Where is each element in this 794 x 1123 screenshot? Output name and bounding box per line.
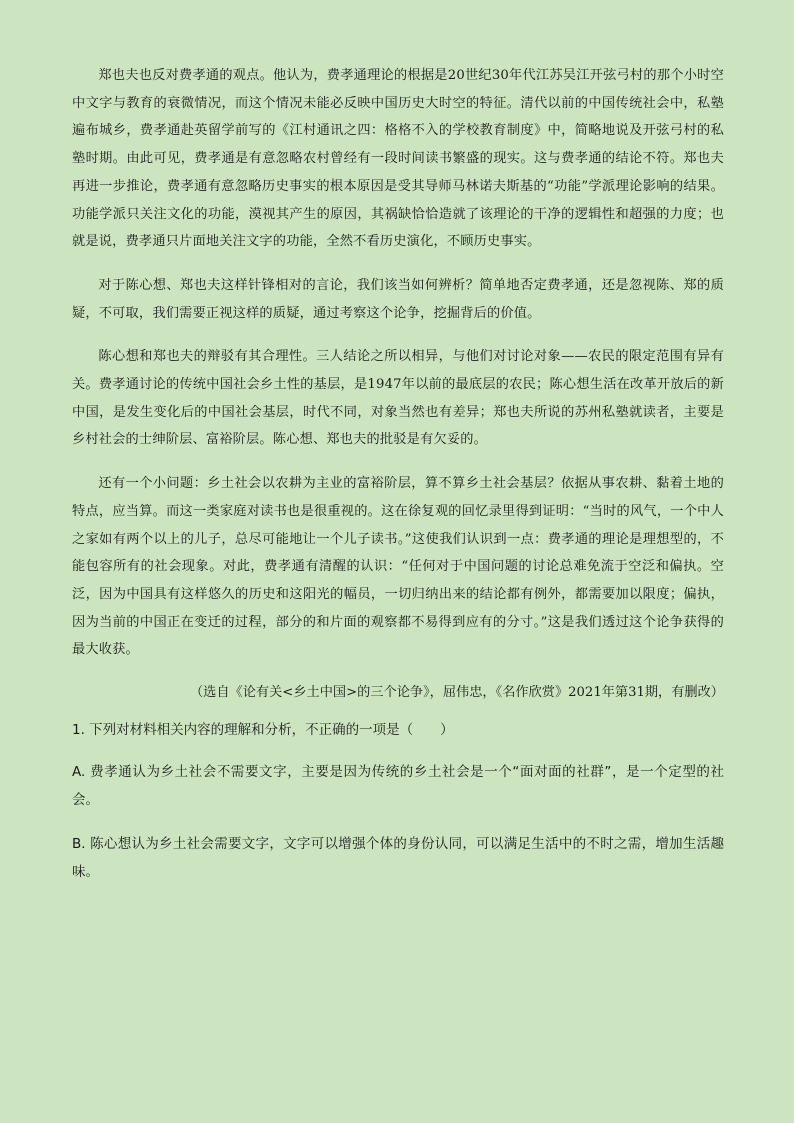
question-stem: 1. 下列对材料相关内容的理解和分析，不正确的一项是（ ） [72,722,454,739]
question-option-b: B. 陈心想认为乡土社会需要文字，文字可以增强个体的身份认同，可以满足生活中的不时之需，增加生活趣味。 [72,836,724,881]
article-paragraph-1: 郑也夫也反对费孝通的观点。他认为，费孝通理论的根据是20世纪30年代江苏吴江开弦弓村的那个小时空中文字与教育的衰微情况，而这个情况未能必反映中国历史大时空的特征。清代以前的中国传统社会中，私塾遍布城乡，费孝通赴英留学前写的《江村通讯之四：格格不入的学校教育制度》中，简略地说及开弦弓村的私塾时期。由此可见，费孝通是有意忽略农村曾经有一段时间读书繁盛的现实。这与费孝通的结论不符。郑也夫再进一步推论，费孝通有意忽略历史事实的根本原因是受其导师马林诺夫斯基的“功能”学派理论影响的结果。功能学派只关注文化的功能，漠视其产生的原因，其祸缺恰恰造就了该理论的干净的逻辑性和超强的力度；也就是说，费孝通只片面地关注文字的功能，全然不看历史演化，不顾历史事实。 [72,68,724,250]
article-source-citation: （选自《论有关<乡土中国>的三个论争》，屈伟忠，《名作欣赏》2021年第31期，有删改） [190,685,724,701]
article-paragraph-3: 陈心想和郑也夫的辩驳有其合理性。三人结论之所以相异，与他们对讨论对象——农民的限定范围有异有关。费孝通讨论的传统中国社会乡土性的基层，是1947年以前的最底层的农民；陈心想生活在改革开放后的新中国，是发生变化后的中国社会基层，时代不同，对象当然也有差异；郑也夫所说的苏州私塾就读者，主要是乡村社会的士绅阶层、富裕阶层。陈心想、郑也夫的批驳是有欠妥的。 [72,349,724,448]
question-option-a: A. 费孝通认为乡土社会不需要文字，主要是因为传统的乡土社会是一个“面对面的社群”，是一个定型的社会。 [72,764,724,809]
article-paragraph-2: 对于陈心想、郑也夫这样针锋相对的言论，我们该当如何辨析？简单地否定费孝通，还是忽视陈、郑的质疑，不可取，我们需要正视这样的质疑，通过考察这个论争，挖掘背后的价值。 [72,277,724,321]
document-content [72,62,724,902]
article-paragraph-4: 还有一个小问题：乡土社会以农耕为主业的富裕阶层，算不算乡土社会基层？依据从事农耕、黏着土地的特点，应当算。而这一类家庭对读书也是很重视的。这在徐复观的回忆录里得到证明：“当时的风气，一个中人之家如有两个以上的儿子，总尽可能地让一个儿子读书。”这使我们认识到一点：费孝通的理论是理想型的，不能包容所有的社会现象。对此，费孝通有清醒的认识：“任何对于中国问题的讨论总难免流于空泛和偏执。空泛，因为中国具有这样悠久的历史和这阳光的幅员，一切归纳出来的结论都有例外，都需要加以限度；偏执，因为当前的中国正在变迁的过程，部分的和片面的观察都不易得到应有的分寸。”这是我们透过这个论争获得的最大收获。 [72,476,724,658]
